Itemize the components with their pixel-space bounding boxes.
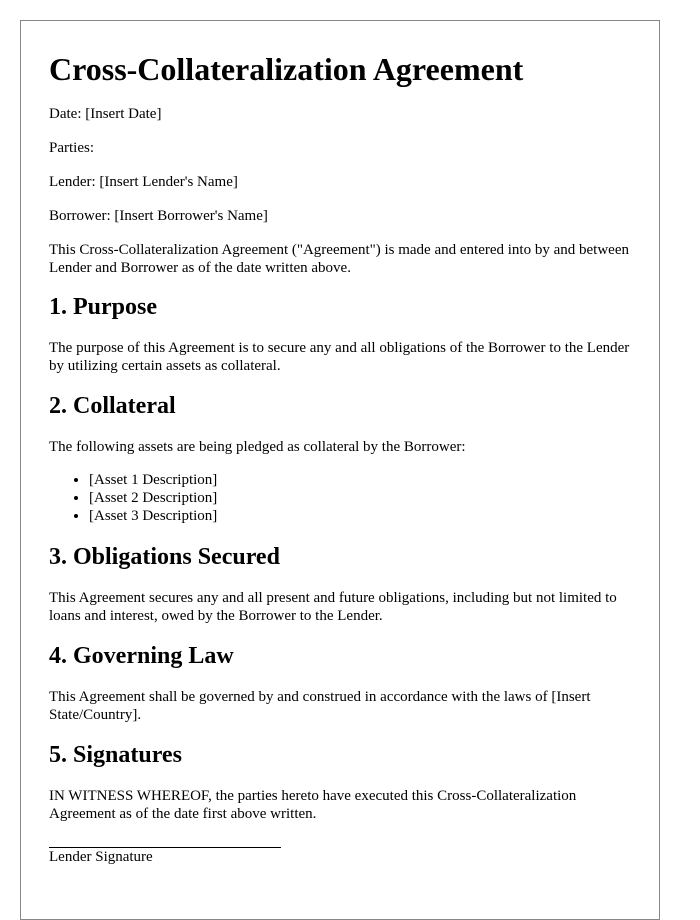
collateral-list — [49, 471, 631, 525]
section-body: IN WITNESS WHEREOF, the parties hereto have executed this Cross-Collateralization Agreement as of the date first above written. — [49, 788, 577, 822]
lender-line: Lender: [Insert Lender's Name] — [49, 174, 238, 190]
section-obligations — [49, 542, 631, 625]
section-heading: 3. Obligations Secured — [49, 544, 280, 570]
list-item: • [Asset 2 Description] — [89, 489, 631, 507]
section-signatures — [49, 740, 631, 823]
section-purpose — [49, 292, 631, 375]
section-body: This Agreement secures any and all present and future obligations, including but not limited to loans and interest, owed by the Borrower to the Lender. — [49, 590, 617, 624]
list-item: • [Asset 1 Description] — [89, 471, 631, 489]
section-heading: 5. Signatures — [49, 742, 182, 768]
list-item: • [Asset 3 Description] — [89, 507, 631, 525]
borrower-line: Borrower: [Insert Borrower's Name] — [49, 208, 268, 224]
section-body: This Agreement shall be governed by and construed in accordance with the laws of [Insert State/Country]. — [49, 689, 591, 723]
section-heading: 4. Governing Law — [49, 643, 234, 669]
signature-block — [49, 847, 631, 866]
section-governing-law — [49, 641, 631, 724]
section-heading: 2. Collateral — [49, 393, 176, 419]
section-body: The following assets are being pledged as collateral by the Borrower: — [49, 439, 466, 455]
signature-label: Lender Signature — [49, 849, 153, 865]
section-body: The purpose of this Agreement is to secure any and all obligations of the Borrower to the Lender by utilizing certain assets as collateral. — [49, 340, 630, 374]
date-line: Date: [Insert Date] — [49, 106, 162, 122]
section-heading: 1. Purpose — [49, 294, 157, 320]
parties-label: Parties: — [49, 140, 94, 156]
section-collateral — [49, 391, 631, 525]
document-title: Cross-Collateralization Agreement — [49, 51, 524, 87]
document-page — [20, 20, 660, 920]
intro-paragraph: This Cross-Collateralization Agreement ("Agreement") is made and entered into by and between Lender and Borrower as of the date written above. — [49, 242, 629, 276]
